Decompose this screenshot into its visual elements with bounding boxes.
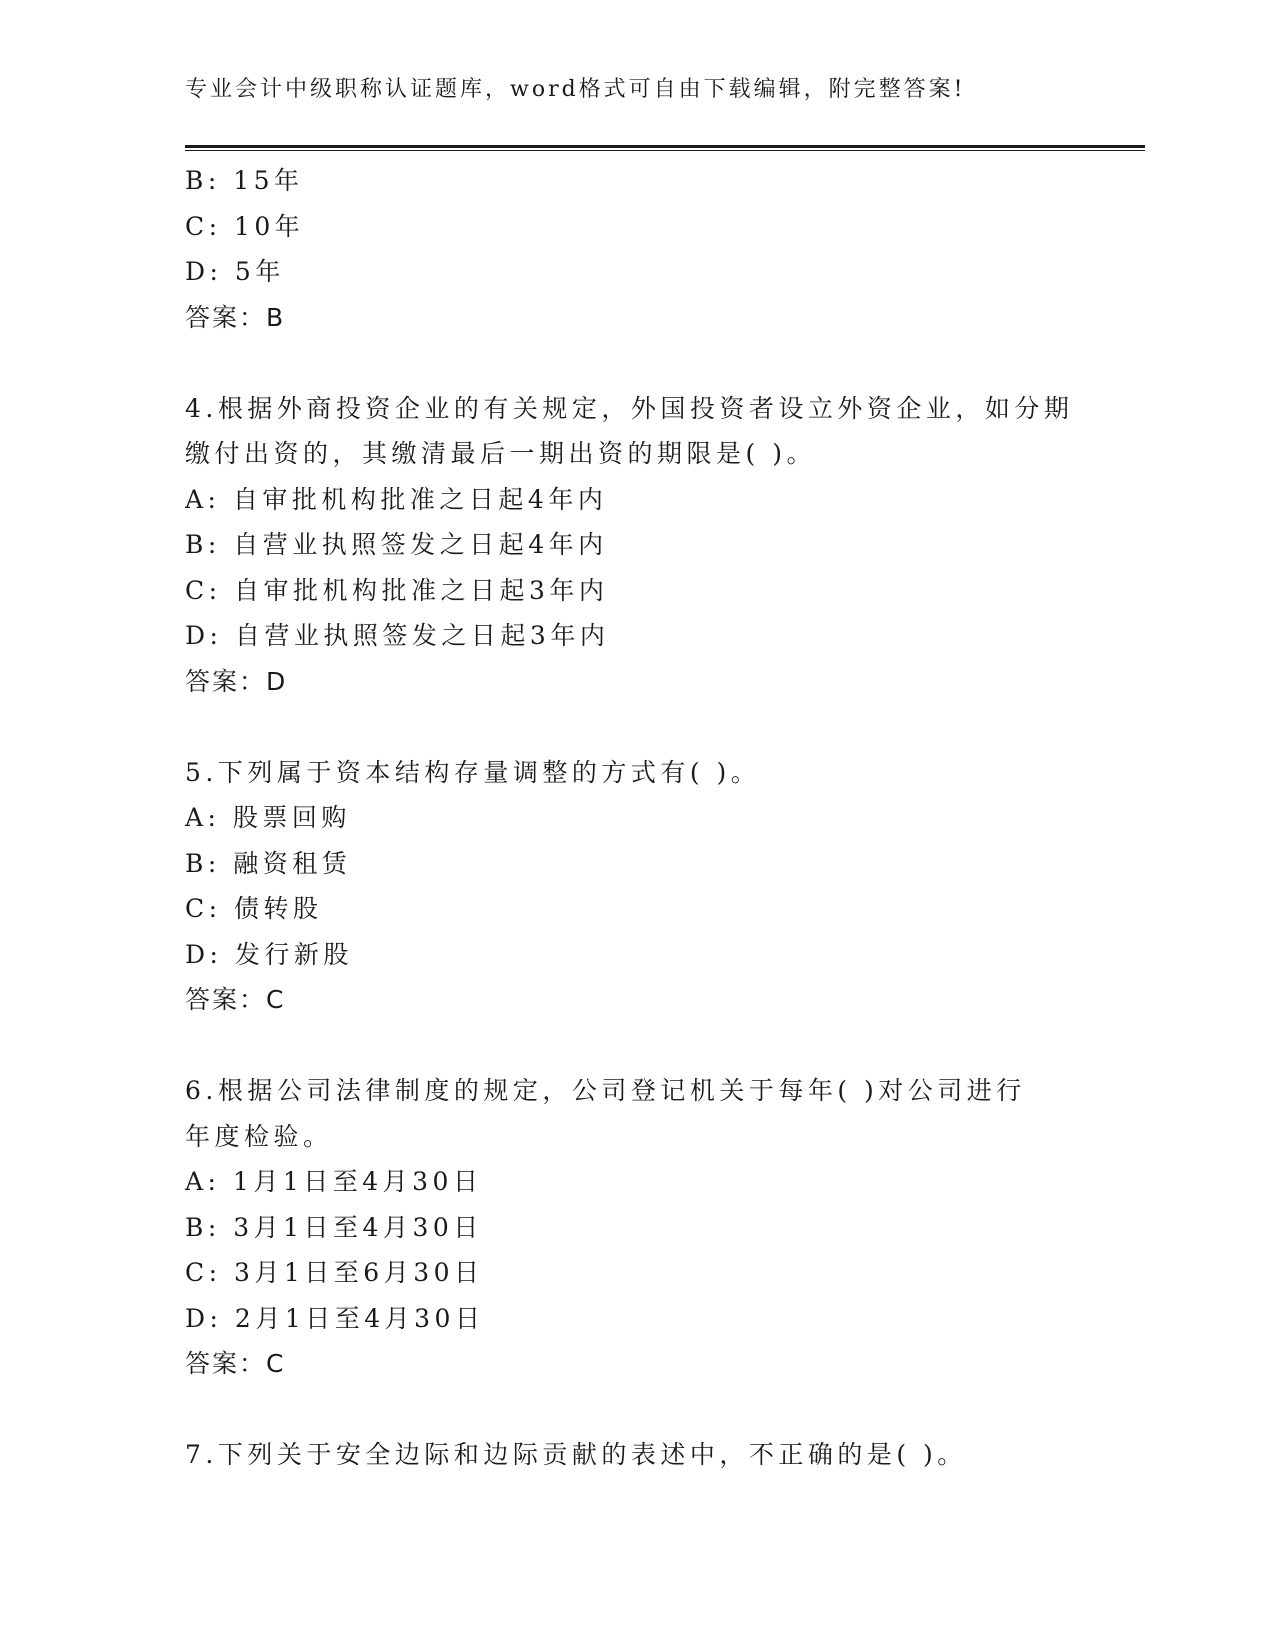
question-stem: 5.下列属于资本结构存量调整的方式有( )。	[185, 757, 761, 787]
option-c: C: 自审批机构批准之日起3年内	[185, 575, 609, 605]
option-b: B: 自营业执照签发之日起4年内	[185, 530, 608, 559]
answer-line: 答案：B	[185, 302, 286, 332]
page-header: 专业会计中级职称认证题库，word格式可自由下载编辑，附完整答案!	[185, 77, 966, 102]
question-6	[185, 1068, 1065, 1387]
option-a: A: 1月1日至4月30日	[185, 1167, 483, 1196]
question-4	[185, 386, 1074, 705]
option-b: B: 15年	[185, 166, 304, 195]
question-stem: 4.根据外商投资企业的有关规定，外国投资者设立外资企业，如分期	[185, 393, 1074, 423]
option-b: B: 融资租赁	[185, 848, 352, 878]
header-rule-thin	[185, 150, 1145, 151]
question-3-tail	[185, 158, 1065, 340]
header-rule-thick	[185, 145, 1145, 148]
option-d: D: 2月1日至4月30日	[185, 1303, 485, 1333]
question-stem: 年度检验。	[185, 1121, 333, 1151]
question-stem: 7.下列关于安全边际和边际贡献的表述中，不正确的是( )。	[185, 1440, 967, 1469]
option-c: C: 10年	[185, 211, 305, 241]
option-a: A: 自审批机构批准之日起4年内	[185, 484, 608, 514]
answer-line: 答案：C	[185, 985, 286, 1014]
answer-line: 答案：D	[185, 666, 288, 696]
answer-line: 答案：C	[185, 1349, 286, 1378]
spacer	[185, 340, 1065, 386]
question-content	[185, 158, 1074, 1478]
option-b: B: 3月1日至4月30日	[185, 1212, 483, 1242]
spacer	[185, 1023, 1065, 1069]
question-5	[185, 750, 1065, 1023]
option-a: A: 股票回购	[185, 803, 351, 832]
spacer	[185, 704, 1065, 750]
option-d: D: 自营业执照签发之日起3年内	[185, 621, 610, 650]
spacer	[185, 1387, 1065, 1433]
question-stem: 6.根据公司法律制度的规定，公司登记机关于每年( )对公司进行	[185, 1076, 1026, 1105]
option-c: C: 债转股	[185, 894, 323, 923]
question-stem: 缴付出资的，其缴清最后一期出资的期限是( )。	[185, 439, 816, 468]
option-c: C: 3月1日至6月30日	[185, 1258, 484, 1287]
question-7	[185, 1432, 1065, 1478]
option-d: D: 发行新股	[185, 939, 353, 969]
option-d: D: 5年	[185, 257, 285, 286]
